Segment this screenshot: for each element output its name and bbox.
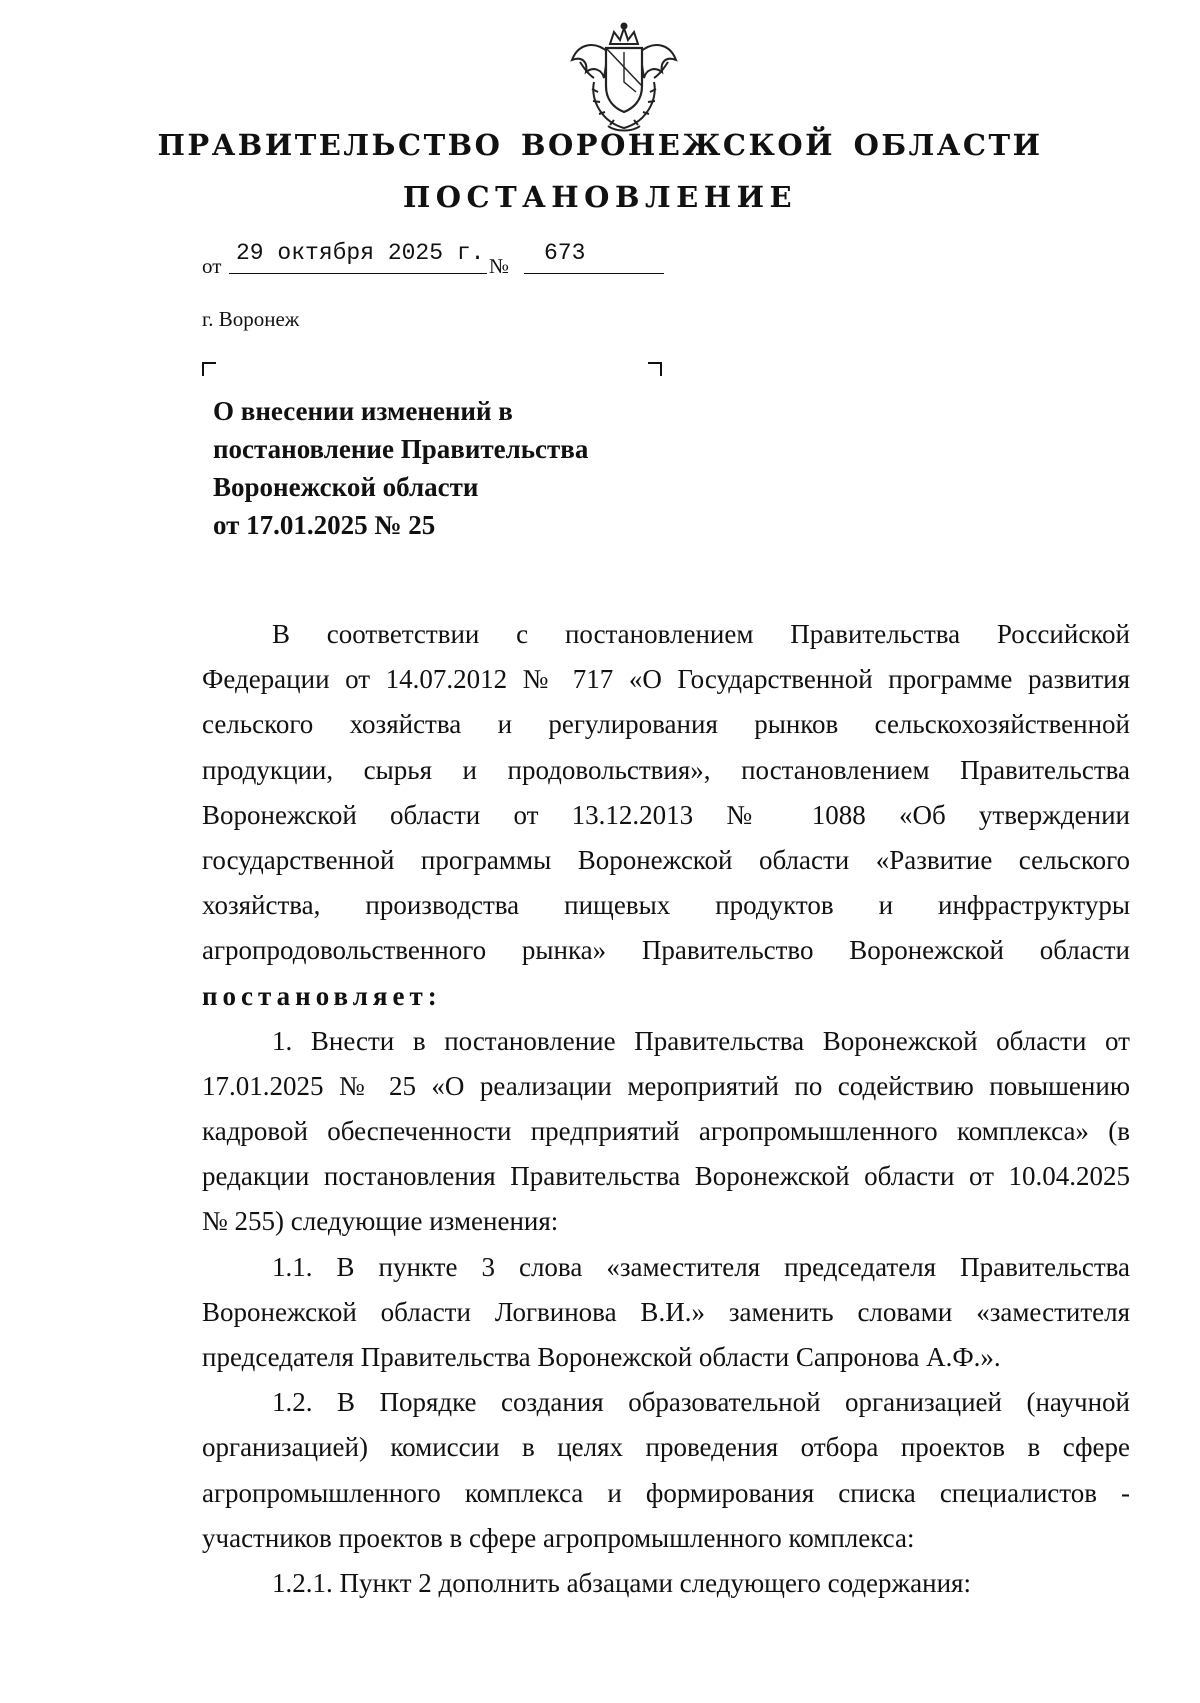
body-line: № 255) следующие изменения: xyxy=(202,1206,559,1237)
date-prefix: от xyxy=(202,254,222,278)
body-line: Федерации от 14.07.2012 № 717 «О Государственной программе развития xyxy=(202,664,1130,695)
document-city: г. Воронеж xyxy=(202,307,300,331)
subject-corner-left xyxy=(202,362,216,376)
body-line: 1.2. В Порядке создания образовательной организацией (научной xyxy=(272,1387,1130,1418)
body-line: сельского хозяйства и регулирования рынков сельскохозяйственной xyxy=(202,709,1130,740)
document-date: 29 октября 2025 г. xyxy=(236,240,485,266)
subject-corner-right xyxy=(648,362,662,376)
body-line: 1.2.1. Пункт 2 дополнить абзацами следующего содержания: xyxy=(272,1567,971,1598)
subject-line: О внесении изменений в xyxy=(213,396,513,426)
document-number: 673 xyxy=(544,240,586,266)
body-line: Воронежской области Логвинова В.И.» заменить словами «заместителя xyxy=(202,1296,1130,1327)
document-body xyxy=(202,612,1130,1606)
body-line: государственной программы Воронежской области «Развитие сельского xyxy=(202,844,1130,875)
body-line: участников проектов в сфере агропромышленного комплекса: xyxy=(202,1522,915,1553)
body-line: хозяйства, производства пищевых продуктов и инфраструктуры xyxy=(202,890,1130,921)
subject-line: Воронежской области xyxy=(213,472,479,502)
body-line: Воронежской области от 13.12.2013 № 1088 «Об утверждении xyxy=(202,799,1130,830)
subject-line: постановление Правительства xyxy=(213,434,589,464)
document-subject xyxy=(213,392,733,544)
coat-of-arms-icon xyxy=(564,22,684,134)
organization-title: ПРАВИТЕЛЬСТВО ВОРОНЕЖСКОЙ ОБЛАСТИ xyxy=(157,128,1043,162)
body-line: агропромышленного комплекса и формирования списка специалистов - xyxy=(202,1477,1130,1508)
date-underline xyxy=(229,273,487,274)
body-line: кадровой обеспеченности предприятий агропромышленного комплекса» (в xyxy=(202,1116,1130,1147)
body-line: продукции, сырья и продовольствия», постановлением Правительства xyxy=(202,754,1130,785)
body-line: агропродовольственного рынка» Правительство Воронежской области xyxy=(202,935,1130,966)
body-line: редакции постановления Правительства Воронежской области от 10.04.2025 xyxy=(202,1161,1130,1192)
body-line: В соответствии с постановлением Правительства Российской xyxy=(272,619,1130,649)
body-line: организацией) комиссии в целях проведения отбора проектов в сфере xyxy=(202,1432,1130,1463)
document-type-title: ПОСТАНОВЛЕНИЕ xyxy=(402,180,798,214)
resolve-word: постановляет: xyxy=(202,980,442,1011)
body-line: 17.01.2025 № 25 «О реализации мероприятий по содействию повышению xyxy=(202,1070,1130,1101)
body-line: председателя Правительства Воронежской области Сапронова А.Ф.». xyxy=(202,1342,1001,1372)
number-underline xyxy=(524,273,664,274)
body-line: 1. Внести в постановление Правительства Воронежской области от xyxy=(272,1025,1130,1056)
body-line: 1.1. В пункте 3 слова «заместителя председателя Правительства xyxy=(272,1251,1130,1282)
number-label: № xyxy=(489,254,510,278)
document-dateline xyxy=(202,240,662,280)
subject-line: от 17.01.2025 № 25 xyxy=(213,510,436,540)
